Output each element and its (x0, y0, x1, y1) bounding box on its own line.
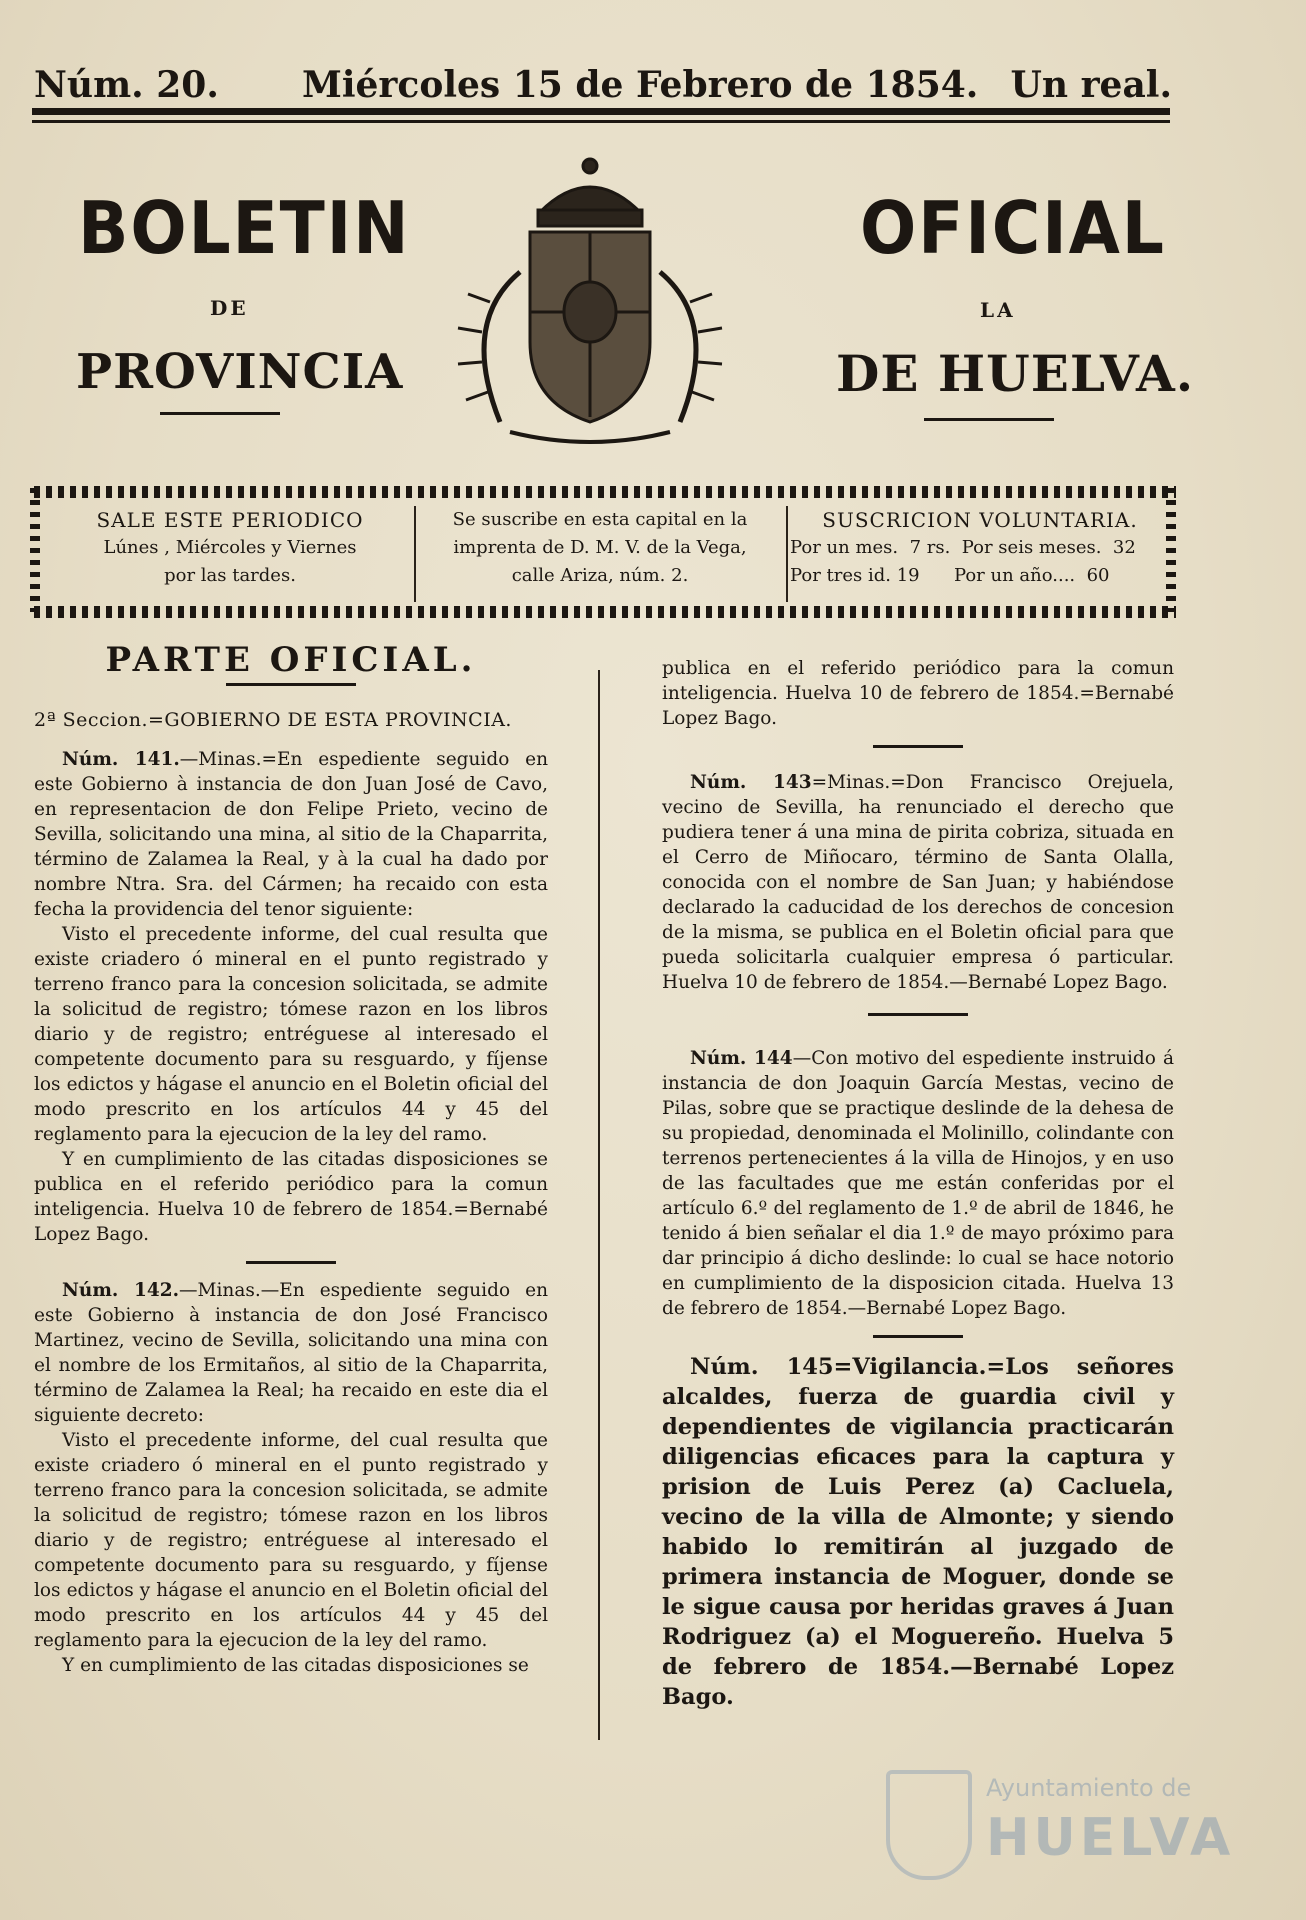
header-rule (32, 108, 1170, 115)
notice-number: Núm. 142. (62, 1280, 180, 1301)
ornamental-border (30, 488, 40, 612)
subscription-place-line: Se suscribe en esta capital en la (452, 509, 748, 530)
prices-heading: SUSCRICION VOLUNTARIA. (822, 508, 1138, 532)
section-title: PARTE OFICIAL. (105, 640, 477, 680)
notice-number: Núm. 143 (690, 772, 812, 793)
notice-paragraph: Y en cumplimiento de las citadas disposiciones se (62, 1655, 529, 1676)
notice-number: Núm. 145 (690, 1354, 834, 1380)
schedule-heading: SALE ESTE PERIODICO (96, 508, 364, 532)
title-flourish (924, 418, 1054, 421)
header-rule-thin (32, 120, 1170, 123)
notice-text: —Minas.—En espediente seguido en este Gobierno à instancia de don José Francisco Martinez, vecino de Sevilla, solicitando una mina con el nombre de los Ermitaños, al sitio de la Chaparrita, término de Zalamea la Real; ha recaido en este dia el siguiente decreto: (34, 1280, 548, 1426)
notice-separator (873, 745, 963, 748)
archive-watermark (886, 1770, 1246, 1880)
watermark-line: Ayuntamiento de (986, 1774, 1192, 1802)
prices-line: Por tres id. 19 Por un año.... 60 (790, 565, 1110, 586)
title-oficial: OFICIAL (860, 186, 1166, 270)
notice-text: —Con motivo del espediente instruido á instancia de don Joaquin García Mestas, vecino de Pilas, sobre que se practique deslinde de la dehesa de su propiedad, denominada el Molinillo, colindante con terrenos pertenecientes á la villa de Hinojos, y en uso de las facultades que me están conferidas por el artículo 6.º del reglamento de 1.º de abril de 1846, he tenido á bien señalar el dia 1.º de mayo próximo para dar principio á dicho deslinde: lo cual se hace notorio en cumplimiento de la disposicion citada. Huelva 13 de febrero de 1854.—Bernabé Lopez Bago. (662, 1048, 1175, 1319)
notice-141 (34, 747, 548, 1247)
left-column (34, 640, 548, 1678)
issue-number: Núm. 20. (34, 64, 219, 106)
schedule-days: Lúnes , Miércoles y Viernes (103, 537, 357, 558)
schedule-time: por las tardes. (164, 565, 296, 586)
notice-text: =Minas.=Don Francisco Orejuela, vecino de Sevilla, ha renunciado el derecho que pudiera tener á una mina de pirita cobriza, situada en el Cerro de Miñocaro, término de Santa Olalla, conocida con el nombre de San Juan; y habiéndose declarado la caducidad de los derechos de concesion de la misma, se publica en el Boletin oficial para que pueda solicitarla cualquier empresa ó particular. Huelva 10 de febrero de 1854.—Bernabé Lopez Bago. (662, 772, 1175, 993)
title-de: DE (210, 296, 249, 320)
subscription-prices (790, 506, 1170, 600)
notice-separator (246, 1261, 336, 1264)
notice-text: —Minas.=En espediente seguido en este Gobierno à instancia de don Juan José de Cavo, en representacion de don Felipe Prieto, vecino de Sevilla, solicitando una mina, al sitio de la Chaparrita, término de Zalamea la Real, y à la cual ha dado por nombre Ntra. Sra. del Cármen; ha recaido con esta fecha la providencia del tenor siguiente: (34, 749, 548, 920)
right-column (662, 656, 1174, 1712)
column-divider (598, 670, 600, 1740)
section-ornament (226, 683, 356, 686)
ornamental-border (34, 606, 1176, 618)
notice-144 (662, 1046, 1174, 1321)
notice-145 (662, 1352, 1174, 1712)
title-provincia: PROVINCIA (76, 344, 404, 400)
notice-number: Núm. 141. (62, 749, 180, 770)
notice-separator (873, 1335, 963, 1338)
notice-paragraph: Y en cumplimiento de las citadas disposiciones se publica en el referido periódico para la comun inteligencia. Huelva 10 de febrero de 1854.=Bernabé Lopez Bago. (34, 1149, 548, 1245)
title-flourish (160, 412, 280, 415)
title-boletin: BOLETIN (78, 186, 411, 270)
notice-text: =Vigilancia.=Los señores alcaldes, fuerza de guardia civil y dependientes de vigilancia practicarán diligencias eficaces para la captura y prision de Luis Perez (a) Cacluela, vecino de la villa de Almonte; y siendo habido lo remitirán al juzgado de primera instancia de Moguer, donde se le sigue causa por heridas graves á Juan Rodriguez (a) el Moguereño. Huelva 5 de febrero de 1854.—Bernabé Lopez Bago. (662, 1354, 1174, 1710)
subscription-place (420, 506, 780, 600)
ornamental-border (34, 486, 1176, 498)
city-shield-icon (886, 1770, 972, 1880)
notice-142-continuation: publica en el referido periódico para la comun inteligencia. Huelva 10 de febrero de 1854.=Bernabé Lopez Bago. (662, 658, 1174, 729)
notice-143 (662, 770, 1174, 995)
notice-142 (34, 1278, 548, 1678)
subscription-place-line: calle Ariza, núm. 2. (511, 565, 689, 586)
prices-line: Por un mes. 7 rs. Por seis meses. 32 (790, 537, 1136, 558)
subscription-place-line: imprenta de D. M. V. de la Vega, (453, 537, 747, 558)
band-divider (786, 506, 788, 602)
notice-paragraph: Visto el precedente informe, del cual resulta que existe criadero ó mineral en el punto registrado y terreno franco para la concesion solicitada, se admite la solicitud de registro; tómese razon en los libros diario y de registro; entréguese al interesado el competente documento para su resguardo, y fíjense los edictos y hágase el anuncio en el Boletin oficial del modo prescrito en los artículos 44 y 45 del reglamento para la ejecucion de la ley del ramo. (34, 924, 548, 1145)
issue-date: Miércoles 15 de Febrero de 1854. (302, 64, 979, 106)
section-subtitle: 2ª Seccion.=GOBIERNO DE ESTA PROVINCIA. (34, 709, 512, 731)
notice-number: Núm. 144 (690, 1048, 793, 1069)
royal-coat-of-arms-icon (420, 152, 760, 452)
notice-paragraph: Visto el precedente informe, del cual resulta que existe criadero ó mineral en el punto registrado y terreno franco para la concesion solicitada, se admite la solicitud de registro; tómese razon en los libros diario y de registro; entréguese al interesado el competente documento para su resguardo, y fíjense los edictos y hágase el anuncio en el Boletin oficial del modo prescrito en los artículos 44 y 45 del reglamento para la ejecucion de la ley del ramo. (34, 1430, 548, 1651)
watermark-line: HUELVA (986, 1808, 1235, 1868)
notice-separator (868, 1013, 968, 1016)
band-divider (414, 506, 416, 602)
publication-schedule (60, 506, 400, 600)
title-la: LA (980, 298, 1016, 322)
title-de-huelva: DE HUELVA. (836, 344, 1195, 403)
issue-price: Un real. (1010, 64, 1172, 106)
